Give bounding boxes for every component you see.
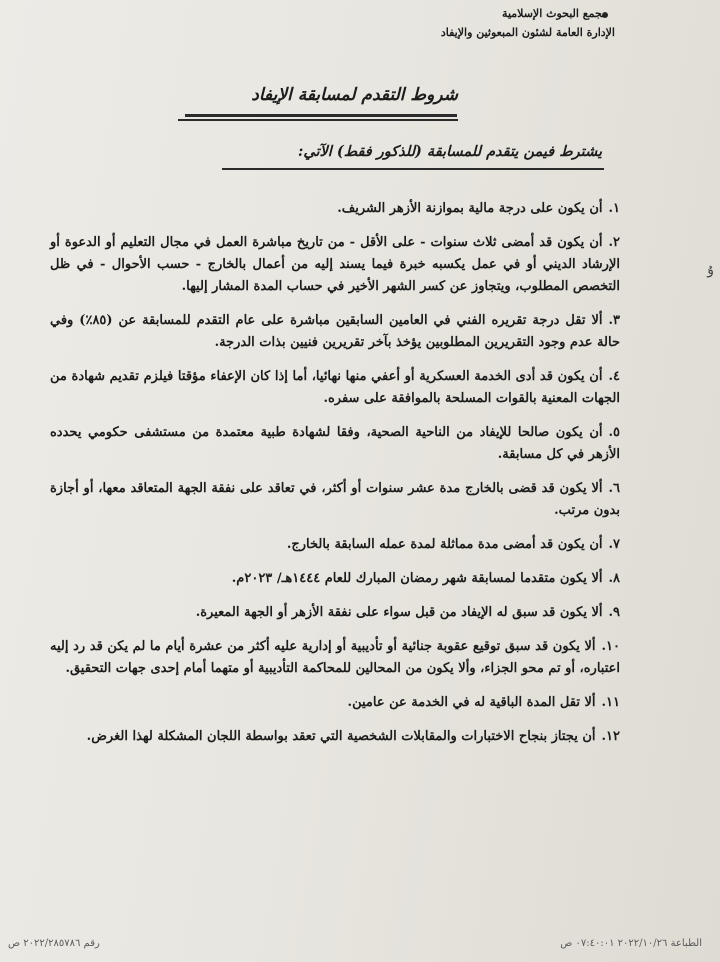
print-info: الطباعة ٢٠٢٢/١٠/٢٦ ٠٧:٤٠:٠١ ص	[560, 938, 702, 949]
reference-number: رقم ٢٠٢٢/٢٨٥٧٨٦ ص	[8, 938, 100, 949]
title-underline-2	[178, 119, 458, 121]
document-header	[440, 4, 615, 42]
condition-item: ٥.أن يكون صالحا للإيفاد من الناحية الصحية، وفقا لشهادة طبية معتمدة من مستشفى حكومي يحدده الأزهر في كل مسابقة.	[50, 425, 620, 462]
condition-item: ٧.أن يكون قد أمضى مدة مماثلة لمدة عمله السابقة بالخارج.	[286, 537, 620, 552]
condition-item: ١.أن يكون على درجة مالية بموازنة الأزهر الشريف.	[337, 201, 620, 216]
condition-item: ٨.ألا يكون متقدما لمسابقة شهر رمضان المبارك للعام ١٤٤٤هـ/ ٢٠٢٣م.	[231, 571, 620, 586]
condition-item: ٩.ألا يكون قد سبق له الإيفاد من قبل سواء على نفقة الأزهر أو الجهة المعيرة.	[195, 605, 620, 620]
conditions-intro: يشترط فيمن يتقدم للمسابقة (للذكور فقط) الآتي:	[298, 143, 602, 160]
condition-item: ١٢.أن يجتاز بنجاح الاختبارات والمقابلات الشخصية التي تعقد بواسطة اللجان المشكلة لهذا الغرض.	[86, 729, 620, 744]
title-underline	[185, 114, 457, 117]
margin-mark: ﯗ	[707, 262, 714, 278]
document-title: شروط التقدم لمسابقة الإيفاد	[251, 85, 458, 105]
condition-item: ٤.أن يكون قد أدى الخدمة العسكرية أو أعفي منها نهائيا، أما إذا كان الإعفاء مؤقتا فيلزم تقديم شهادة من الجهات المعنية بالقوات المسلحة بالموافقة على سفره.	[50, 369, 620, 406]
condition-item: ١١.ألا تقل المدة الباقية له في الخدمة عن عامين.	[347, 695, 620, 710]
condition-item: ٣.ألا تقل درجة تقريره الفني في العامين السابقين مباشرة على عام التقدم للمسابقة عن (٨٥٪) وفي حالة عدم وجود التقريرين المطلوبين يؤخذ بآخر تقريرين فنيين بذات الدرجة.	[50, 313, 620, 350]
condition-item: ٢.أن يكون قد أمضى ثلاث سنوات - على الأقل - من تاريخ مباشرة العمل في مجال التعليم أو الدعوة أو الإرشاد الديني أو في عمل يكسبه خبرة فيما يسند إليه من أعمال بالخارج - حسب الأحوال - في ظل التخصص المطلوب، ويتجاوز عن كسر الشهر الأخير في حساب المدة المشار إليها.	[50, 235, 620, 294]
header-line-2: الإدارة العامة لشئون المبعوثين والإيفاد	[440, 26, 615, 39]
condition-item: ١٠.ألا يكون قد سبق توقيع عقوبة جنائية أو تأديبية أو إدارية عليه أكثر من عشرة أيام ما لم يكن قد رد إليه اعتباره، أو تم محو الجزاء، وألا يكون من المحالين للمحاكمة التأديبية أو متهما أمام إحدى جهات التحقيق.	[50, 639, 620, 676]
header-line-1: مجمع البحوث الإسلامية	[502, 7, 608, 20]
conditions-list	[50, 198, 620, 760]
document-footer	[0, 938, 720, 958]
condition-item: ٦.ألا يكون قد قضى بالخارج مدة عشر سنوات أو أكثر، في تعاقد على نفقة الجهة المتعاقد معها، أو أجازة بدون مرتب.	[50, 481, 620, 518]
intro-underline	[222, 168, 604, 170]
